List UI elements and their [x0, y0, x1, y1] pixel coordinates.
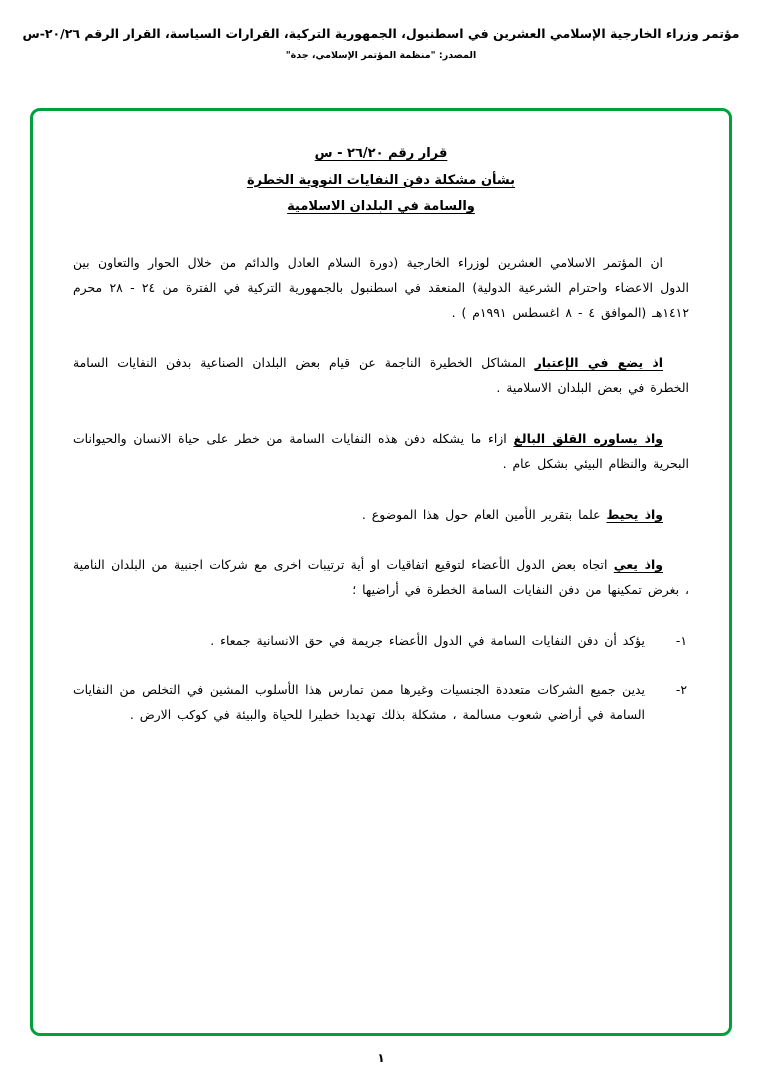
green-bordered-frame — [30, 108, 732, 1036]
page-number: ١ — [377, 1051, 385, 1065]
list-item-2-number: ٢- — [675, 681, 687, 697]
resolution-body — [73, 251, 689, 728]
clause-paragraph-1 — [73, 351, 689, 401]
clause-2-text: ازاء ما يشكله دفن هذه النفايات السامة من خطر على حياة الانسان والحيوانات البحرية والنظام البيئي بشكل عام . — [73, 430, 689, 471]
clause-1-text: المشاكل الخطيرة الناجمة عن قيام بعض البلدان الصناعية بدفن النفايات السامة الخطرة في بعض البلدان الاسلامية . — [73, 355, 689, 396]
resolution-heading — [73, 141, 689, 221]
header-title: مؤتمر وزراء الخارجية الإسلامي العشرين في اسطنبول، الجمهورية التركية، القرارات السياسة، القرار الرقم ٢٠/٢٦-س — [22, 26, 740, 41]
list-item-1-text: يؤكد أن دفن النفايات السامة في الدول الأعضاء جريمة في حق الانسانية جمعاء . — [210, 633, 645, 649]
clause-paragraph-3 — [73, 503, 689, 528]
clause-1-underlined-lead: اذ يضع في الإعتبار — [534, 355, 663, 371]
clause-4-text: اتجاه بعض الدول الأعضاء لتوقيع اتفاقيات او أية ترتيبات اخرى مع شركات اجنبية من البلدان النامية ، بغرض تمكينها من دفن النفايات السامة الخطرة في أراضيها ؛ — [73, 557, 689, 598]
document-header — [0, 0, 762, 62]
list-item-2-text: يدين جميع الشركات متعددة الجنسيات وغيرها ممن تمارس هذا الأسلوب المشين في التخلص من النفايات السامة في أراضي شعوب مسالمة ، مشكلة بذلك تهديدا خطيرا للحياة والبيئة في كوكب الارض . — [73, 681, 645, 722]
clause-3-text: علما بتقرير الأمين العام حول هذا الموضوع . — [361, 506, 607, 522]
header-source: المصدر: "منظمة المؤتمر الإسلامي، جدة" — [285, 49, 477, 61]
resolution-heading-line-2: بشأن مشكلة دفن النفايات النووية الخطرة — [246, 172, 516, 188]
clause-paragraph-4 — [73, 553, 689, 603]
list-item-1-number: ١- — [675, 633, 687, 649]
preamble-paragraph: ان المؤتمر الاسلامي العشرين لوزراء الخارجية (دورة السلام العادل والدائم من خلال الحوار والتعاون بين الدول الاعضاء واحترام الشرعية الدولية) المنعقد في اسطنبول بالجمهورية التركية في الفترة من ٢٤ - ٢٨ محرم ١٤١٢هـ (الموافق ٤ - ٨ اغسطس ١٩٩١م ) . — [73, 254, 689, 320]
resolution-heading-line-1: قرار رقم ٢٦/٢٠ - س — [314, 146, 448, 161]
clause-paragraph-2 — [73, 427, 689, 477]
clause-3-underlined-lead: واذ يحيط — [606, 506, 663, 522]
list-item — [73, 678, 689, 728]
resolution-heading-line-3: والسامة في البلدان الاسلامية — [287, 199, 475, 215]
clause-2-underlined-lead: واذ يساوره القلق البالغ — [513, 430, 663, 446]
clause-4-underlined-lead: واذ يعي — [613, 557, 663, 573]
list-item — [73, 629, 689, 654]
